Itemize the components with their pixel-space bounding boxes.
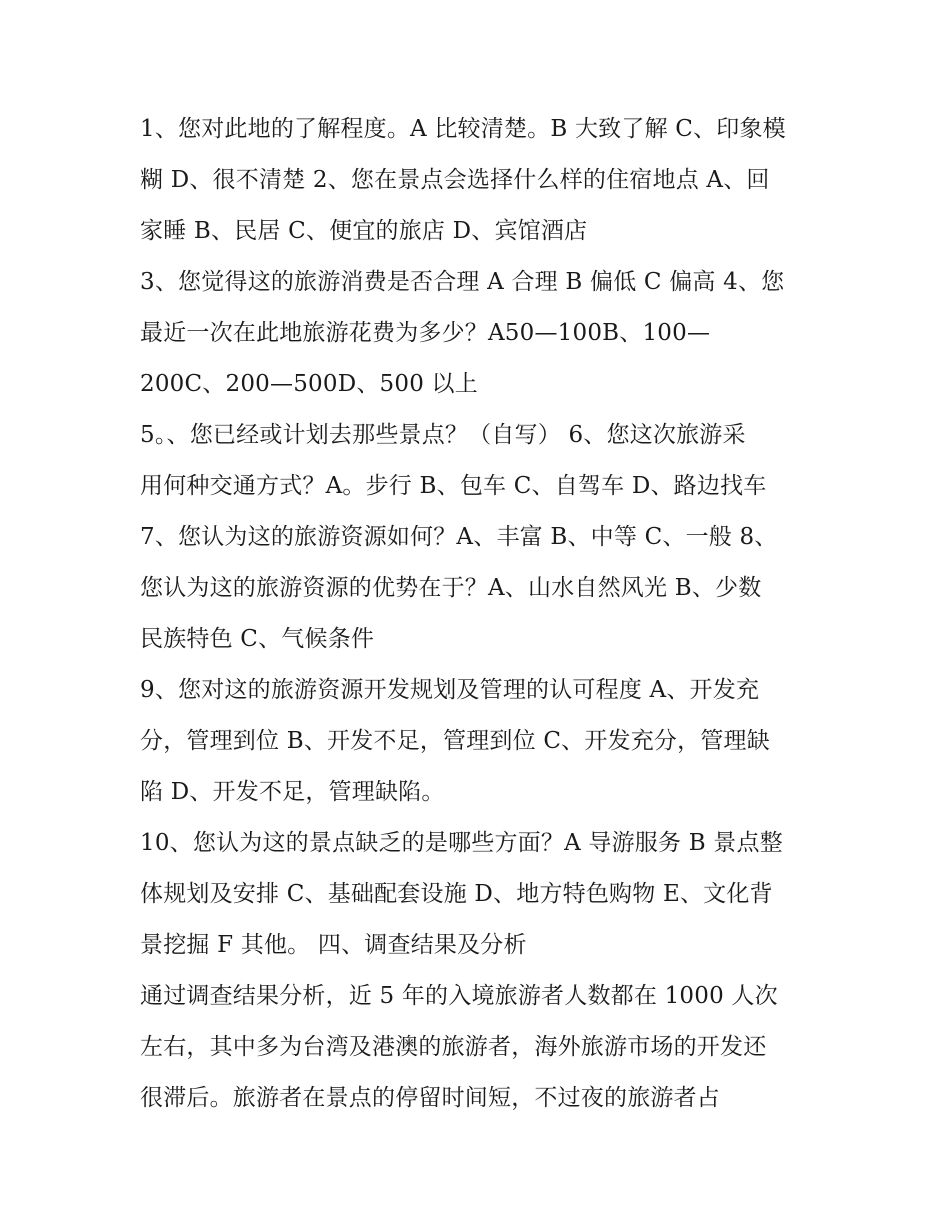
text-line-13: 分，管理到位 B、开发不足，管理到位 C、开发充分，管理缺 (140, 728, 770, 754)
text-line-18: 通过调查结果分析，近 5 年的入境旅游者人数都在 1000 人次 (140, 983, 778, 1009)
text-line-10: 您认为这的旅游资源的优势在于？A、山水自然风光 B、少数 (140, 575, 762, 601)
text-line-5: 最近一次在此地旅游花费为多少？A50—100B、100— (140, 320, 711, 346)
text-line-12: 9、您对这的旅游资源开发规划及管理的认可程度 A、开发充 (140, 677, 760, 703)
text-line-11: 民族特色 C、气候条件 (140, 626, 375, 652)
text-line-4: 3、您觉得这的旅游消费是否合理 A 合理 B 偏低 C 偏高 4、您 (140, 269, 785, 295)
text-line-1: 1、您对此地的了解程度。A 比较清楚。B 大致了解 C、印象模 (140, 116, 786, 142)
text-line-7: 5。、您已经或计划去那些景点？（自写） 6、您这次旅游采 (140, 422, 746, 448)
text-line-17: 景挖掘 F 其他。 四、调查结果及分析 (140, 932, 527, 958)
text-line-14: 陷 D、开发不足，管理缺陷。 (140, 779, 445, 805)
text-line-3: 家睡 B、民居 C、便宜的旅店 D、宾馆酒店 (140, 218, 588, 244)
text-line-16: 体规划及安排 C、基础配套设施 D、地方特色购物 E、文化背 (140, 881, 773, 907)
document-page (140, 104, 812, 1124)
text-line-6: 200C、200—500D、500 以上 (140, 371, 478, 397)
text-line-15: 10、您认为这的景点缺乏的是哪些方面？A 导游服务 B 景点整 (140, 830, 783, 856)
text-line-19: 左右，其中多为台湾及港澳的旅游者，海外旅游市场的开发还 (140, 1034, 767, 1060)
text-line-20: 很滞后。旅游者在景点的停留时间短，不过夜的旅游者占 (140, 1085, 720, 1111)
text-line-2: 糊 D、很不清楚 2、您在景点会选择什么样的住宿地点 A、回 (140, 167, 770, 193)
text-line-9: 7、您认为这的旅游资源如何？A、丰富 B、中等 C、一般 8、 (140, 524, 778, 550)
text-line-8: 用何种交通方式？A。步行 B、包车 C、自驾车 D、路边找车 (140, 473, 767, 499)
